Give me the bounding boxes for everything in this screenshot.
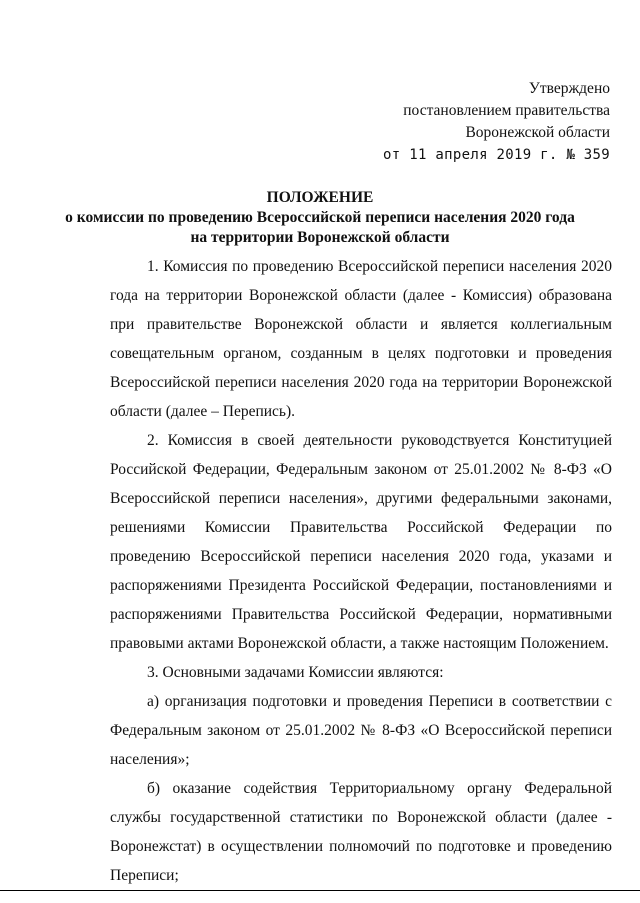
paragraph-3: 3. Основными задачами Комиссии являются: xyxy=(147,664,444,681)
document-title xyxy=(0,188,640,248)
approval-line-region: Воронежской области xyxy=(465,124,610,141)
document-body xyxy=(110,252,612,890)
paragraph-2: 2. Комиссия в своей деятельности руководствуется Конституцией Российской Федерации, Федеральным законом от 25.01.2002 № 8-ФЗ «О Всероссийской переписи населения», другими федеральными законами, решениями Комиссии Правительства Российской Федерации по проведению Всероссийской переписи населения 2020 года, указами и распоряжениями Президента Российской Федерации, постановлениями и распоряжениями Правительства Российской Федерации, нормативными правовыми актами Воронежской области, а также настоящим Положением. xyxy=(110,432,612,652)
paragraph-3a: а) организация подготовки и проведения Переписи в соответствии с Федеральным законом от 25.01.2002 № 8-ФЗ «О Всероссийской переписи населения»; xyxy=(110,693,612,768)
approval-line-decree: постановлением правительства xyxy=(403,102,610,119)
approval-line-approved: Утверждено xyxy=(528,80,610,97)
paragraph-3b: б) оказание содействия Территориальному органу Федеральной службы государственной статистики по Воронежской области (далее - Воронежстат) в осуществлении полномочий по подготовке и проведению Переписи; xyxy=(110,780,612,884)
title-heading: ПОЛОЖЕНИЕ xyxy=(266,189,374,206)
paragraph-1: 1. Комиссия по проведению Всероссийской переписи населения 2020 года на территории Воронежской области (далее - Комиссия) образована при правительстве Воронежской области и является коллегиальным совещательным органом, созданным в целях подготовки и проведения Всероссийской переписи населения 2020 года на территории Воронежской области (далее – Перепись). xyxy=(110,258,612,420)
title-territory: на территории Воронежской области xyxy=(190,229,450,246)
title-subject: о комиссии по проведению Всероссийской переписи населения 2020 года xyxy=(65,209,575,226)
approval-block xyxy=(383,78,610,166)
approval-line-date-number: от 11 апреля 2019 г. № 359 xyxy=(383,147,610,163)
page-bottom-rule xyxy=(0,890,640,891)
